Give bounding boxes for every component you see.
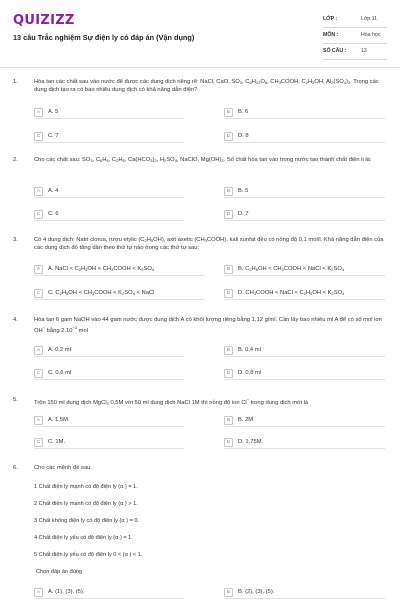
page-header [13,12,387,60]
option-text: D. 1,75M. [238,439,264,445]
option-text: B. 2M. [238,417,255,423]
option-text: C. 0,6 ml [48,370,72,376]
option-letter-box: D [224,438,233,447]
option-letter-box: D [224,369,233,378]
option-d[interactable] [224,437,385,449]
question-1 [13,79,387,149]
question-text: Cho các chất sau: $SO_3$, $C_6H_6$, $C_2H_6$, $Ca(HCO_3)_2$, $H_2SO_4$, NaClO, $Mg(OH)_2$. Số chất hòa tan vào trong nước tạo thành chất điện li là: [34,157,372,163]
option-c[interactable] [34,131,184,143]
question-number: 6. [13,465,18,471]
option-text: A. NaCl < $C_2H_5OH$ < $CH_3COOH < K_2SO_4$ [48,266,155,272]
option-letter-box: D [224,132,233,141]
question-2 [13,157,387,227]
meta-class-label: LỚP : [323,16,338,22]
option-letter-box: C [34,289,43,298]
option-text: A. 4 [48,188,59,194]
option-a[interactable] [34,415,184,427]
question-number: 2. [13,157,18,163]
question-text: Hòa tan các chất sau vào nước để được các dung dịch riêng rẽ: NaCl, CaO, $SO_3$, $C_6H_{12}O_6$, $CH_3COOH$, $C_2H_5OH$, $Al_2(SO_4)_3$. Trong các dung dịch tạo ra có bao nhiêu dung dịch có khả năng dẫn điện? [34,79,379,93]
option-letter-box: B [224,265,233,274]
meta-count-label: SỐ CÂU : [323,48,347,54]
option-text: B. 0,4 ml [238,347,261,353]
option-d[interactable] [224,368,385,380]
option-letter-box: D [224,289,233,298]
option-text: C. 6 [48,211,59,217]
option-a[interactable] [34,107,184,119]
page-title: 13 câu Trắc nghiệm Sự điện ly có đáp án (Vận dụng) [13,33,195,42]
meta-class [323,12,387,28]
option-letter-box: B [224,346,233,355]
option-a[interactable] [34,186,184,198]
option-a[interactable] [34,587,184,599]
option-letter-box: A [34,187,43,196]
option-letter-box: A [34,346,43,355]
option-letter-box: C [34,210,43,219]
question-6 [13,465,387,600]
option-text: D. 7 [238,211,249,217]
option-a[interactable] [34,345,184,357]
option-c[interactable] [34,288,204,300]
option-d[interactable] [224,131,385,143]
option-text: D. 0,8 ml [238,370,262,376]
option-d[interactable] [224,209,385,221]
option-letter-box: B [224,108,233,117]
meta-count-value: 13 [361,48,367,54]
option-letter-box: A [34,265,43,274]
option-text: B. $C_2H_5OH$ < $CH_3COOH$ < NaCl < $K_2SO_4$ [238,266,345,272]
quizizz-logo: QUIZIZZ [13,13,75,28]
option-letter-box: A [34,416,43,425]
option-letter-box: B [224,416,233,425]
option-text: A. 5 [48,109,59,115]
option-b[interactable] [224,186,385,198]
option-letter-box: A [34,588,43,597]
question-3 [13,237,387,307]
option-c[interactable] [34,437,184,449]
header-divider [0,67,400,68]
question-number: 1. [13,79,18,85]
option-letter-box: C [34,132,43,141]
option-letter-box: D [224,210,233,219]
question-text: Trộn 150 ml dung dịch MgCl$_2$ 0,5M với 50 ml dung dịch NaCl 1M thì nồng độ ion Cl− trong dung dịch mới là [34,397,309,406]
statement-1: 1 Chất điện ly mạnh có độ điện ly (α ) = 1. [34,484,138,490]
statement-2: 2 Chất điện ly mạnh có độ điện ly (α ) > 1. [34,501,138,507]
option-letter-box: B [224,588,233,597]
option-b[interactable] [224,587,385,599]
meta-subject-label: MÔN : [323,32,339,38]
option-d[interactable] [224,288,385,300]
meta-count [323,44,387,60]
option-text: A. 1,5M. [48,417,70,423]
option-text: C. 1M. [48,439,66,445]
option-b[interactable] [224,264,385,276]
question-text: Có 4 dung dịch: Natri clorua, rượu etylic $(C_2H_5OH)$, axit axetic $(CH_3COOH)$, kali sunfat đều có nồng độ 0,1 mol/l. Khả năng dẫn điện của các dung dịch đó tăng dần theo thứ tự nào trong các thứ tự sau: [34,237,384,251]
option-letter-box: C [34,438,43,447]
option-text: D. 8 [238,133,249,139]
option-b[interactable] [224,415,385,427]
option-text: A. 0,2 ml [48,347,71,353]
option-letter-box: B [224,187,233,196]
option-c[interactable] [34,368,184,380]
option-b[interactable] [224,107,385,119]
option-letter-box: A [34,108,43,117]
choose-answer-prompt: Chọn đáp án đúng [36,569,83,575]
option-text: C. $C_2H_5OH$ < $CH_3COOH < K_2SO_4$ < NaCl [48,290,155,296]
option-text: B. 6 [238,109,249,115]
option-letter-box: C [34,369,43,378]
statement-5: 5 Chất điện ly yếu có độ điện ly 0 < (α ) < 1. [34,552,143,558]
question-number: 4. [13,317,18,323]
question-text: Cho các mệnh đề sau [34,465,91,471]
statement-3: 3 Chất không điện ly có độ điện ly (α ) = 0. [34,518,140,524]
statement-4: 4 Chất điện ly yếu có độ điện ly (α ) = 1. [34,535,133,541]
question-5 [13,397,387,457]
meta-subject-value: Hóa học [361,32,381,38]
option-text: B. (2), (3), (5). [238,589,275,595]
option-text: D. $CH_3COOH$ < NaCl < $C_2H_5OH < K_2SO_4$ [238,290,345,296]
option-b[interactable] [224,345,385,357]
question-text: Hòa tan 6 gam NaOH vào 44 gam nước được dung dịch A có khối lượng riêng bằng 1,12 g/ml. Cần lấy bao nhiêu ml A để có số mol ion OH− bằng $2.10^{-3}$ mol [34,317,382,334]
option-c[interactable] [34,209,184,221]
option-text: A. (1), (3), (5). [48,589,85,595]
meta-class-value: Lớp 11 [361,16,377,22]
meta-subject [323,28,387,44]
option-a[interactable] [34,264,204,276]
question-number: 3. [13,237,18,243]
question-4 [13,317,387,387]
option-text: C. 7 [48,133,59,139]
question-number: 5. [13,397,18,403]
option-text: B. 5 [238,188,249,194]
